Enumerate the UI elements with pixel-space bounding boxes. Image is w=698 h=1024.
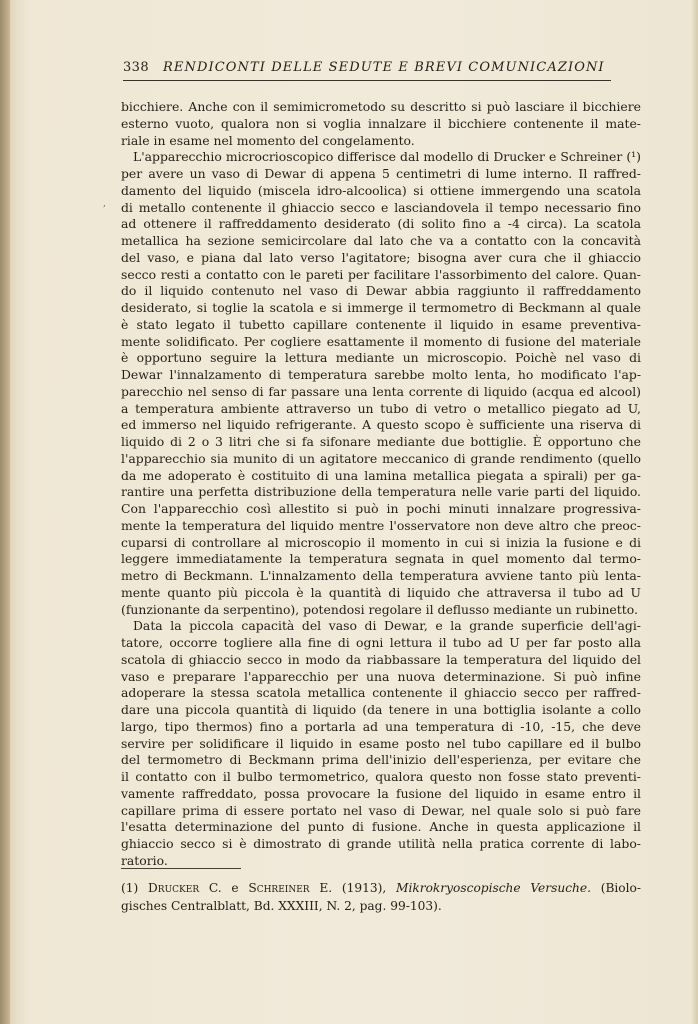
body-line: vamente raffreddato, possa provocare la fusione del liquido in esame entro il bbox=[121, 785, 641, 801]
body-line: (funzionante da serpentino), potendosi regolare il deflusso mediante un rubinetto. bbox=[121, 601, 638, 617]
body-line: metro di Beckmann. L'innalzamento della temperatura avviene tanto più lenta- bbox=[121, 568, 641, 583]
footnote-author-1: Drucker bbox=[148, 881, 200, 895]
body-line: L'apparecchio microcrioscopico differisce dal modello di Drucker e Schreiner (¹) bbox=[133, 149, 641, 165]
footnote-title: Mikrokryoscopische Versuche. bbox=[396, 881, 591, 895]
page-binding-edge bbox=[0, 0, 10, 1024]
body-line: il contatto con il bulbo termometrico, qualora questo non fosse stato preventi- bbox=[121, 769, 641, 784]
body-line: desiderato, si toglie la scatola e si immerge il termometro di Beckmann al quale bbox=[121, 300, 641, 315]
body-line: mente quanto più piccola è la quantità di liquido che attraversa il tubo ad U bbox=[121, 584, 641, 600]
page-right-edge bbox=[692, 0, 698, 1024]
margin-mark: , bbox=[103, 199, 106, 209]
footnote-year: (1913), bbox=[341, 881, 387, 895]
running-title: RENDICONTI DELLE SEDUTE E BREVI COMUNICAZIONI bbox=[163, 60, 605, 75]
body-line: Con l'apparecchio così allestito si può in pochi minuti innalzare progressiva- bbox=[121, 501, 641, 516]
footnote-initial-1: C. bbox=[208, 881, 222, 895]
body-line: capillare prima di essere portato nel vaso di Dewar, nel quale solo si può fare bbox=[121, 802, 641, 818]
running-header bbox=[123, 58, 611, 81]
footnote-conjunction: e bbox=[231, 881, 239, 895]
body-line: ratorio. bbox=[121, 852, 168, 868]
body-line: do il liquido contenuto nel vaso di Dewar abbia raggiunto il raffreddamento bbox=[121, 283, 641, 299]
body-line: scatola di ghiaccio secco in modo da riabbassare la temperatura del liquido del bbox=[121, 651, 641, 667]
body-line: Data la piccola capacità del vaso di Dewar, e la grande superficie dell'agi- bbox=[133, 618, 641, 634]
body-line: tatore, occorre togliere alla fine di ogni lettura il tubo ad U per far posto alla bbox=[121, 635, 641, 650]
body-line: mente la temperatura del liquido mentre l'osservatore non deve altro che preoc- bbox=[121, 517, 641, 533]
body-line: liquido di 2 o 3 litri che si fa sifonare mediante due bottiglie. È opportuno che bbox=[121, 434, 641, 449]
footnote-rule bbox=[121, 868, 241, 869]
footnote-journal-start: (Biolo- bbox=[600, 881, 642, 895]
body-line: l'esatta determinazione del punto di fusione. Anche in questa applicazione il bbox=[121, 819, 641, 835]
body-line: è stato legato il tubetto capillare contenente il liquido in esame preventiva- bbox=[121, 316, 641, 332]
body-line: mente solidificato. Per cogliere esattamente il momento di fusione del materiale bbox=[121, 333, 641, 349]
page-number: 338 bbox=[123, 60, 150, 75]
body-line: del vaso, e piana dal lato verso l'agitatore; bisogna aver cura che il ghiaccio bbox=[121, 249, 641, 265]
footnote-marker: (1) bbox=[121, 881, 139, 895]
body-line: secco resti a contatto con le pareti per facilitare l'assorbimento del calore. Quan- bbox=[121, 266, 641, 282]
body-line: bicchiere. Anche con il semimicrometodo su descritto si può lasciare il bicchiere bbox=[121, 99, 641, 114]
body-line: l'apparecchio sia munito di un agitatore meccanico di grande rendimento (quello bbox=[121, 450, 641, 466]
footnote bbox=[121, 879, 641, 915]
body-line: per avere un vaso di Dewar di appena 5 centimetri di lume interno. Il raffred- bbox=[121, 166, 641, 181]
footnote-initial-2: E. bbox=[319, 881, 333, 895]
body-line: ghiaccio secco si è dimostrato di grande utilità nella pratica corrente di labo- bbox=[121, 836, 641, 851]
body-line: leggere immediatamente la temperatura segnata in quel momento dal termo- bbox=[121, 551, 641, 567]
body-line: metallica ha sezione semicircolare dal lato che va a contatto con la concavità bbox=[121, 233, 641, 248]
body-line: riale in esame nel momento del congelamento. bbox=[121, 132, 415, 148]
footnote-line-2: gisches Centralblatt, Bd. XXXIII, N. 2, pag. 99-103). bbox=[121, 899, 442, 913]
body-line: adoperare la stessa scatola metallica contenente il ghiaccio secco per raffred- bbox=[121, 685, 641, 701]
body-line: Dewar l'innalzamento di temperatura sarebbe molto lenta, ho modificato l'ap- bbox=[121, 367, 641, 382]
body-line: cuparsi di controllare al microscopio il momento in cui si inizia la fusione e di bbox=[121, 534, 641, 550]
body-line: servire per solidificare il liquido in esame posto nel tubo capillare ed il bulbo bbox=[121, 735, 641, 751]
footnote-line-1 bbox=[121, 879, 641, 897]
body-line: da me adoperato è costituito di una lamina metallica piegata a spirali) per ga- bbox=[121, 467, 641, 483]
body-line: largo, tipo thermos) fino a portarla ad una temperatura di -10, -15, che deve bbox=[121, 718, 641, 734]
body-line: di metallo contenente il ghiaccio secco e lasciandovela il tempo necessario fino bbox=[121, 199, 641, 215]
body-line: dare una piccola quantità di liquido (da tenere in una bottiglia isolante a collo bbox=[121, 702, 641, 717]
body-line: esterno vuoto, qualora non si voglia innalzare il bicchiere contenente il mate- bbox=[121, 115, 641, 131]
footnote-author-2: Schreiner bbox=[248, 881, 310, 895]
body-line: damento del liquido (miscela idro-alcoolica) si ottiene immergendo una scatola bbox=[121, 182, 641, 198]
body-line: rantire una perfetta distribuzione della temperatura nelle varie parti del liquido. bbox=[121, 484, 641, 500]
body-line: è opportuno seguire la lettura mediante un microscopio. Poichè nel vaso di bbox=[121, 350, 641, 366]
body-line: parecchio nel senso di far passare una lenta corrente di liquido (acqua ed alcool) bbox=[121, 383, 641, 399]
body-text bbox=[121, 99, 641, 870]
body-line: a temperatura ambiente attraverso un tubo di vetro o metallico piegato ad U, bbox=[121, 400, 641, 416]
body-line: ed immerso nel liquido refrigerante. A questo scopo è sufficiente una riserva di bbox=[121, 417, 641, 433]
body-line: del termometro di Beckmann prima dell'inizio dell'esperienza, per evitare che bbox=[121, 752, 641, 768]
body-line: vaso e preparare l'apparecchio per una nuova determinazione. Si può infine bbox=[121, 668, 641, 684]
body-line: ad ottenere il raffreddamento desiderato (di solito fino a -4 circa). La scatola bbox=[121, 216, 641, 232]
